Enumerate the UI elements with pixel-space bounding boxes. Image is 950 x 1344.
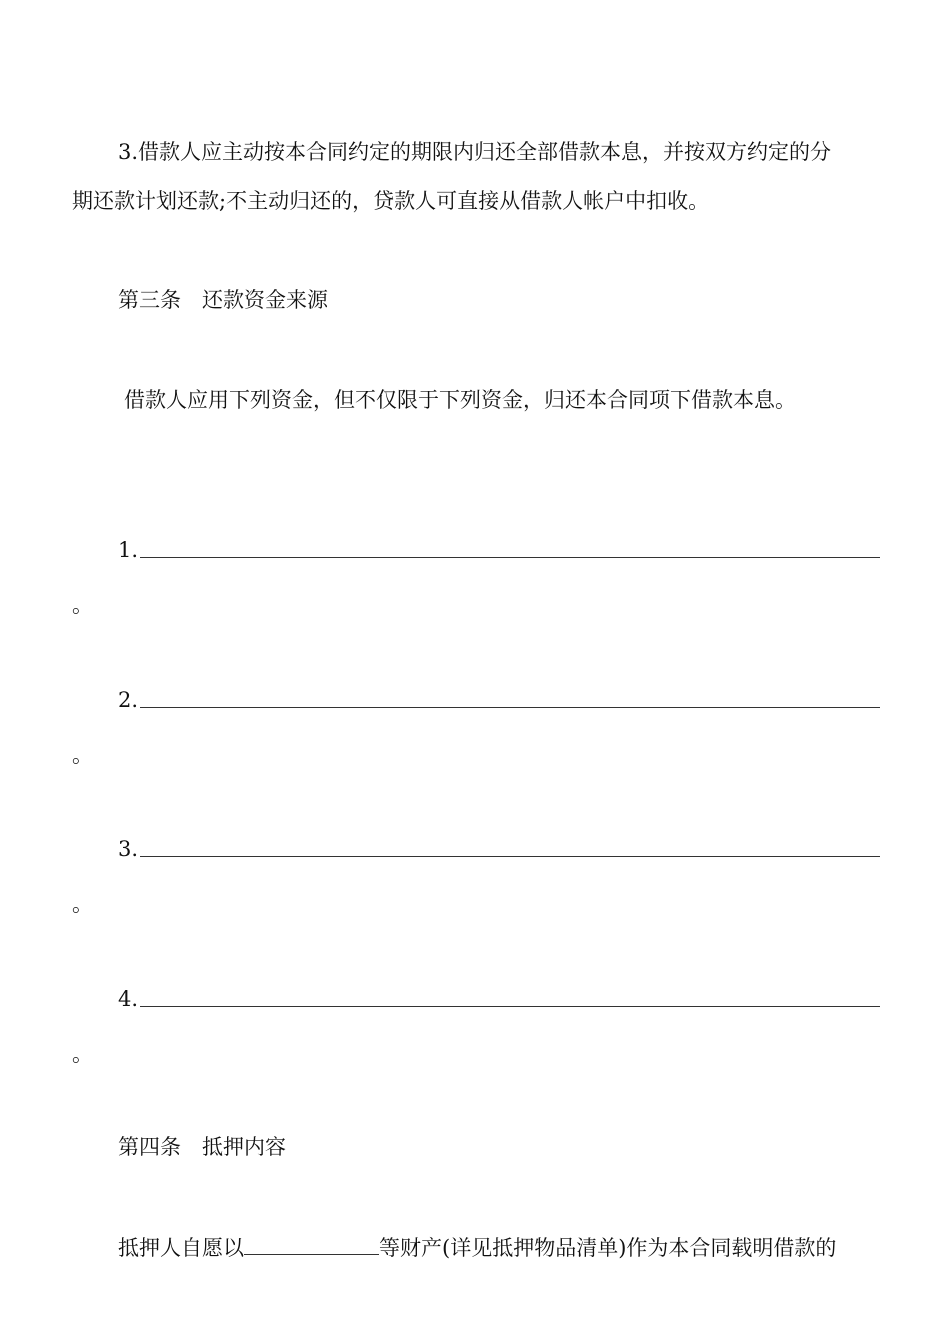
list-item: [118, 685, 880, 715]
fill-in-blank: [140, 707, 880, 708]
clause4-heading: 第四条 抵押内容: [118, 1135, 286, 1159]
fill-in-blank: [140, 1006, 880, 1007]
fill-in-blank: [140, 856, 880, 857]
list-item: [118, 834, 880, 864]
item-number: 2.: [118, 688, 139, 712]
item-number: 1.: [118, 538, 139, 562]
clause4-text-after-blank: 等财产(详见抵押物品清单)作为本合同载明借款的: [379, 1236, 837, 1260]
item-end-mark: 。: [72, 892, 93, 916]
clause2-item3-line1: 3.借款人应主动按本合同约定的期限内归还全部借款本息，并按双方约定的分: [118, 140, 832, 164]
item-number: 4.: [118, 987, 139, 1011]
list-item: [118, 984, 880, 1014]
clause4-text-before-blank: 抵押人自愿以: [118, 1236, 244, 1260]
clause3-intro: 借款人应用下列资金，但不仅限于下列资金，归还本合同项下借款本息。: [124, 388, 796, 412]
clause3-heading: 第三条 还款资金来源: [118, 288, 328, 312]
item-end-mark: 。: [72, 593, 93, 617]
list-item: [118, 535, 880, 565]
item-end-mark: 。: [72, 743, 93, 767]
item-end-mark: 。: [72, 1042, 93, 1066]
fill-in-blank: [244, 1236, 379, 1255]
clause4-text: [118, 1233, 836, 1263]
clause2-item3-line2: 期还款计划还款;不主动归还的，贷款人可直接从借款人帐户中扣收。: [72, 189, 710, 213]
fill-in-blank: [140, 557, 880, 558]
item-number: 3.: [118, 837, 139, 861]
